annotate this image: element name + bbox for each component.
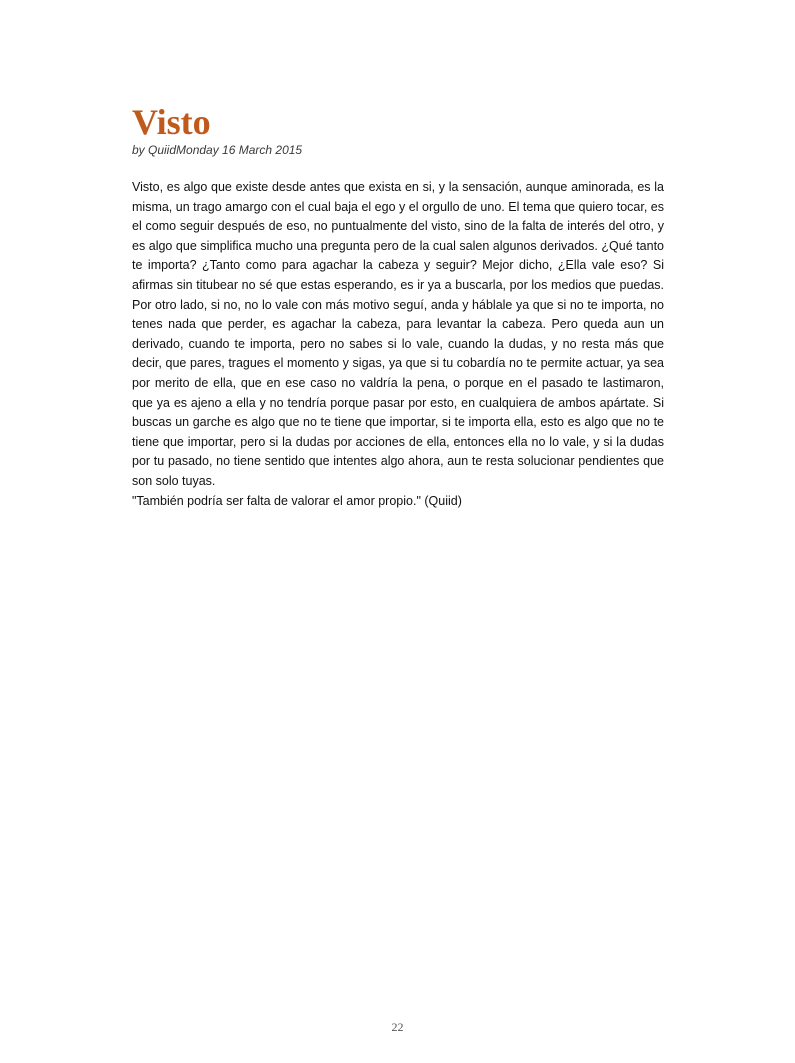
page-number: 22 bbox=[391, 1020, 404, 1034]
article-paragraph: Visto, es algo que existe desde antes que exista en si, y la sensación, aunque aminorada, es la misma, un trago amargo con el cual baja el ego y el orgullo de uno. El tema que quiero tocar, es el como seguir después de eso, no puntualmente del visto, sino de la falta de interés del otro, y es algo que simplifica mucho una pregunta pero de la cual salen algunos derivados. ¿Qué tanto te importa? ¿Tanto como para agachar la cabeza y seguir? Mejor dicho, ¿Ella vale eso? Si afirmas sin titubear no sé que estas esperando, es ir ya a buscarla, por los medios que puedas. Por otro lado, si no, no lo vale con más motivo seguí, anda y háblale ya que si no te importa, no tenes nada que perder, es agachar la cabeza, para levantar la cabeza. Pero queda aun un derivado, cuando te importa, pero no sabes si lo vale, cuando la dudas, y no resta más que decir, que pares, tragues el momento y sigas, ya que si tu cobardía no te permite actuar, ya sea por merito de ella, que en ese caso no valdría la pena, o porque en el pasado te lastimaron, que ya es ajeno a ella y no tendría porque pasar por esto, en cualquiera de ambos apártate. Si buscas un garche es algo que no te tiene que importar, si te importa ella, esto es algo que no te tiene que importar, pero si la dudas por acciones de ella, entonces ella no lo vale, y si la dudas por tu pasado, no tiene sentido que intentes algo ahora, aun te resta solucionar pendientes que son solo tuyas. bbox=[132, 180, 664, 488]
article-byline: by QuiidMonday 16 March 2015 bbox=[132, 143, 303, 157]
article-quote: "También podría ser falta de valorar el amor propio." (Quiid) bbox=[132, 493, 462, 508]
article-body bbox=[132, 178, 664, 511]
article-title: Visto bbox=[132, 102, 211, 142]
